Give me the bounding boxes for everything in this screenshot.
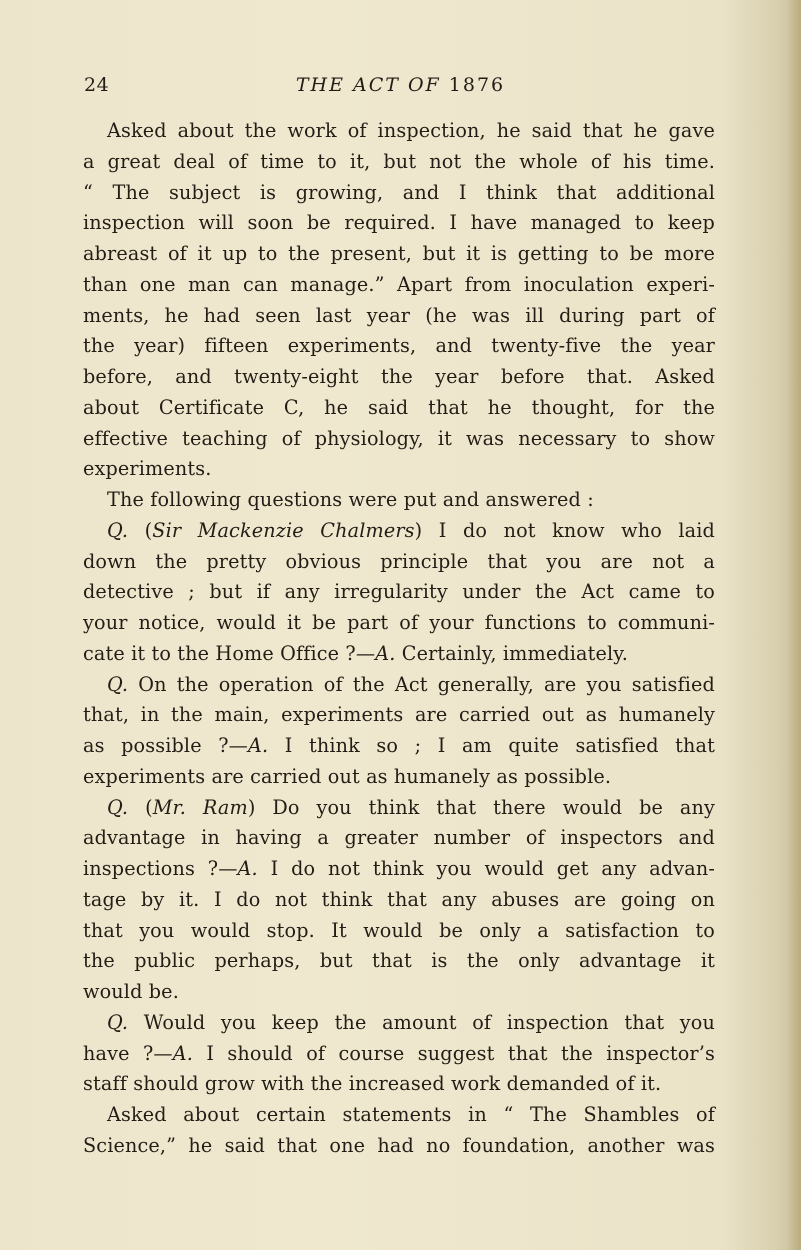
text-run: as possible ?— bbox=[83, 734, 248, 757]
text-line bbox=[83, 393, 715, 424]
text-line bbox=[83, 639, 715, 670]
italic-text: Q. bbox=[107, 795, 129, 819]
italic-text: A. bbox=[237, 857, 258, 880]
text-run: down the pretty obvious principle that you are not a bbox=[83, 549, 715, 573]
text-run: before, and twenty-eight the year before that. Asked bbox=[83, 365, 715, 388]
text-line bbox=[83, 1039, 715, 1070]
text-line bbox=[83, 793, 715, 824]
text-line bbox=[83, 239, 715, 270]
text-line bbox=[83, 1131, 715, 1162]
text-run: effective teaching of physiology, it was necessary to show bbox=[83, 426, 715, 450]
text-run: ) Do you think that there would be any bbox=[247, 795, 715, 819]
text-line bbox=[83, 1069, 715, 1100]
text-run: ( bbox=[128, 518, 153, 542]
text-line bbox=[83, 577, 715, 608]
running-title bbox=[0, 74, 801, 96]
text-run: I should of course suggest that the inspector’s bbox=[192, 1041, 715, 1065]
text-line bbox=[83, 362, 715, 393]
text-run: about Certificate C, he said that he thought, for the bbox=[83, 395, 715, 419]
text-run: “ The subject is growing, and I think that additional bbox=[83, 180, 715, 204]
italic-text: Q. bbox=[107, 672, 129, 696]
body-text bbox=[83, 116, 715, 1162]
text-line bbox=[83, 1100, 715, 1131]
text-line bbox=[83, 485, 715, 516]
text-run: experiments. bbox=[83, 457, 212, 481]
italic-text: A. bbox=[375, 641, 396, 665]
text-run: The following questions were put and answered : bbox=[107, 488, 594, 511]
italic-text: Sir Mackenzie Chalmers bbox=[152, 518, 415, 542]
text-line bbox=[83, 424, 715, 455]
text-run: ments, he had seen last year (he was ill during part of bbox=[83, 303, 715, 327]
text-line bbox=[83, 823, 715, 854]
text-run: that, in the main, experiments are carried out as humanely bbox=[83, 703, 715, 727]
text-run: ) I do not know who laid bbox=[414, 518, 715, 542]
text-run: cate it to the Home Office ?— bbox=[83, 641, 376, 665]
text-line bbox=[83, 301, 715, 332]
italic-text: Q. bbox=[107, 518, 129, 542]
text-line bbox=[83, 700, 715, 731]
text-line bbox=[83, 885, 715, 916]
text-run: ( bbox=[128, 795, 153, 819]
text-line bbox=[83, 608, 715, 639]
text-run: Asked about certain statements in “ The Shambles of bbox=[107, 1103, 715, 1126]
page-number: 24 bbox=[84, 74, 110, 96]
text-line bbox=[83, 946, 715, 977]
text-run: Certainly, immediately. bbox=[395, 641, 628, 665]
italic-text: A. bbox=[172, 1041, 193, 1065]
text-run: inspection will soon be required. I have managed to keep bbox=[83, 211, 715, 235]
italic-text: A. bbox=[248, 734, 269, 757]
text-line bbox=[83, 762, 715, 793]
text-run: the public perhaps, but that is the only advantage it bbox=[83, 949, 715, 973]
running-title-year: 1876 bbox=[448, 74, 506, 96]
text-run: a great deal of time to it, but not the whole of his time. bbox=[83, 149, 715, 173]
text-run: Would you keep the amount of inspection that you bbox=[128, 1010, 715, 1034]
text-line bbox=[83, 1008, 715, 1039]
text-line bbox=[83, 547, 715, 578]
italic-text: Mr. Ram bbox=[152, 795, 248, 819]
text-line bbox=[83, 854, 715, 885]
text-run: staff should grow with the increased work demanded of it. bbox=[83, 1072, 662, 1096]
text-run: Asked about the work of inspection, he said that he gave bbox=[107, 119, 715, 142]
italic-text: Q. bbox=[107, 1010, 129, 1034]
text-run: detective ; but if any irregularity under the Act came to bbox=[83, 580, 715, 604]
text-line bbox=[83, 916, 715, 947]
text-run: would be. bbox=[83, 980, 179, 1003]
text-line bbox=[83, 270, 715, 301]
running-header bbox=[0, 74, 801, 104]
text-run: that you would stop. It would be only a satisfaction to bbox=[83, 918, 715, 942]
text-line bbox=[83, 178, 715, 209]
text-run: Science,” he said that one had no foundation, another was bbox=[83, 1133, 715, 1157]
text-line bbox=[83, 516, 715, 547]
text-line bbox=[83, 454, 715, 485]
running-title-text: THE ACT OF bbox=[295, 74, 441, 96]
text-run: On the operation of the Act generally, are you satisfied bbox=[128, 672, 715, 696]
text-run: your notice, would it be part of your functions to communi- bbox=[83, 611, 715, 634]
text-line bbox=[83, 147, 715, 178]
text-line bbox=[83, 208, 715, 239]
text-run: inspections ?— bbox=[83, 857, 238, 880]
text-run: experiments are carried out as humanely as possible. bbox=[83, 764, 612, 788]
text-line bbox=[83, 331, 715, 362]
text-line bbox=[83, 670, 715, 701]
text-run: tage by it. I do not think that any abuses are going on bbox=[83, 887, 715, 911]
text-run: I think so ; I am quite satisfied that bbox=[268, 734, 715, 757]
page-edge-shadow bbox=[787, 0, 801, 1250]
text-run: I do not think you would get any advan- bbox=[257, 857, 715, 880]
text-line bbox=[83, 977, 715, 1008]
text-run: have ?— bbox=[83, 1041, 173, 1065]
text-line bbox=[83, 731, 715, 762]
text-line bbox=[83, 116, 715, 147]
text-run: advantage in having a greater number of inspectors and bbox=[83, 826, 715, 850]
text-run: than one man can manage.” Apart from inoculation experi- bbox=[83, 272, 715, 296]
text-run: the year) fifteen experiments, and twenty-five the year bbox=[83, 334, 715, 358]
text-run: abreast of it up to the present, but it is getting to be more bbox=[83, 242, 715, 265]
